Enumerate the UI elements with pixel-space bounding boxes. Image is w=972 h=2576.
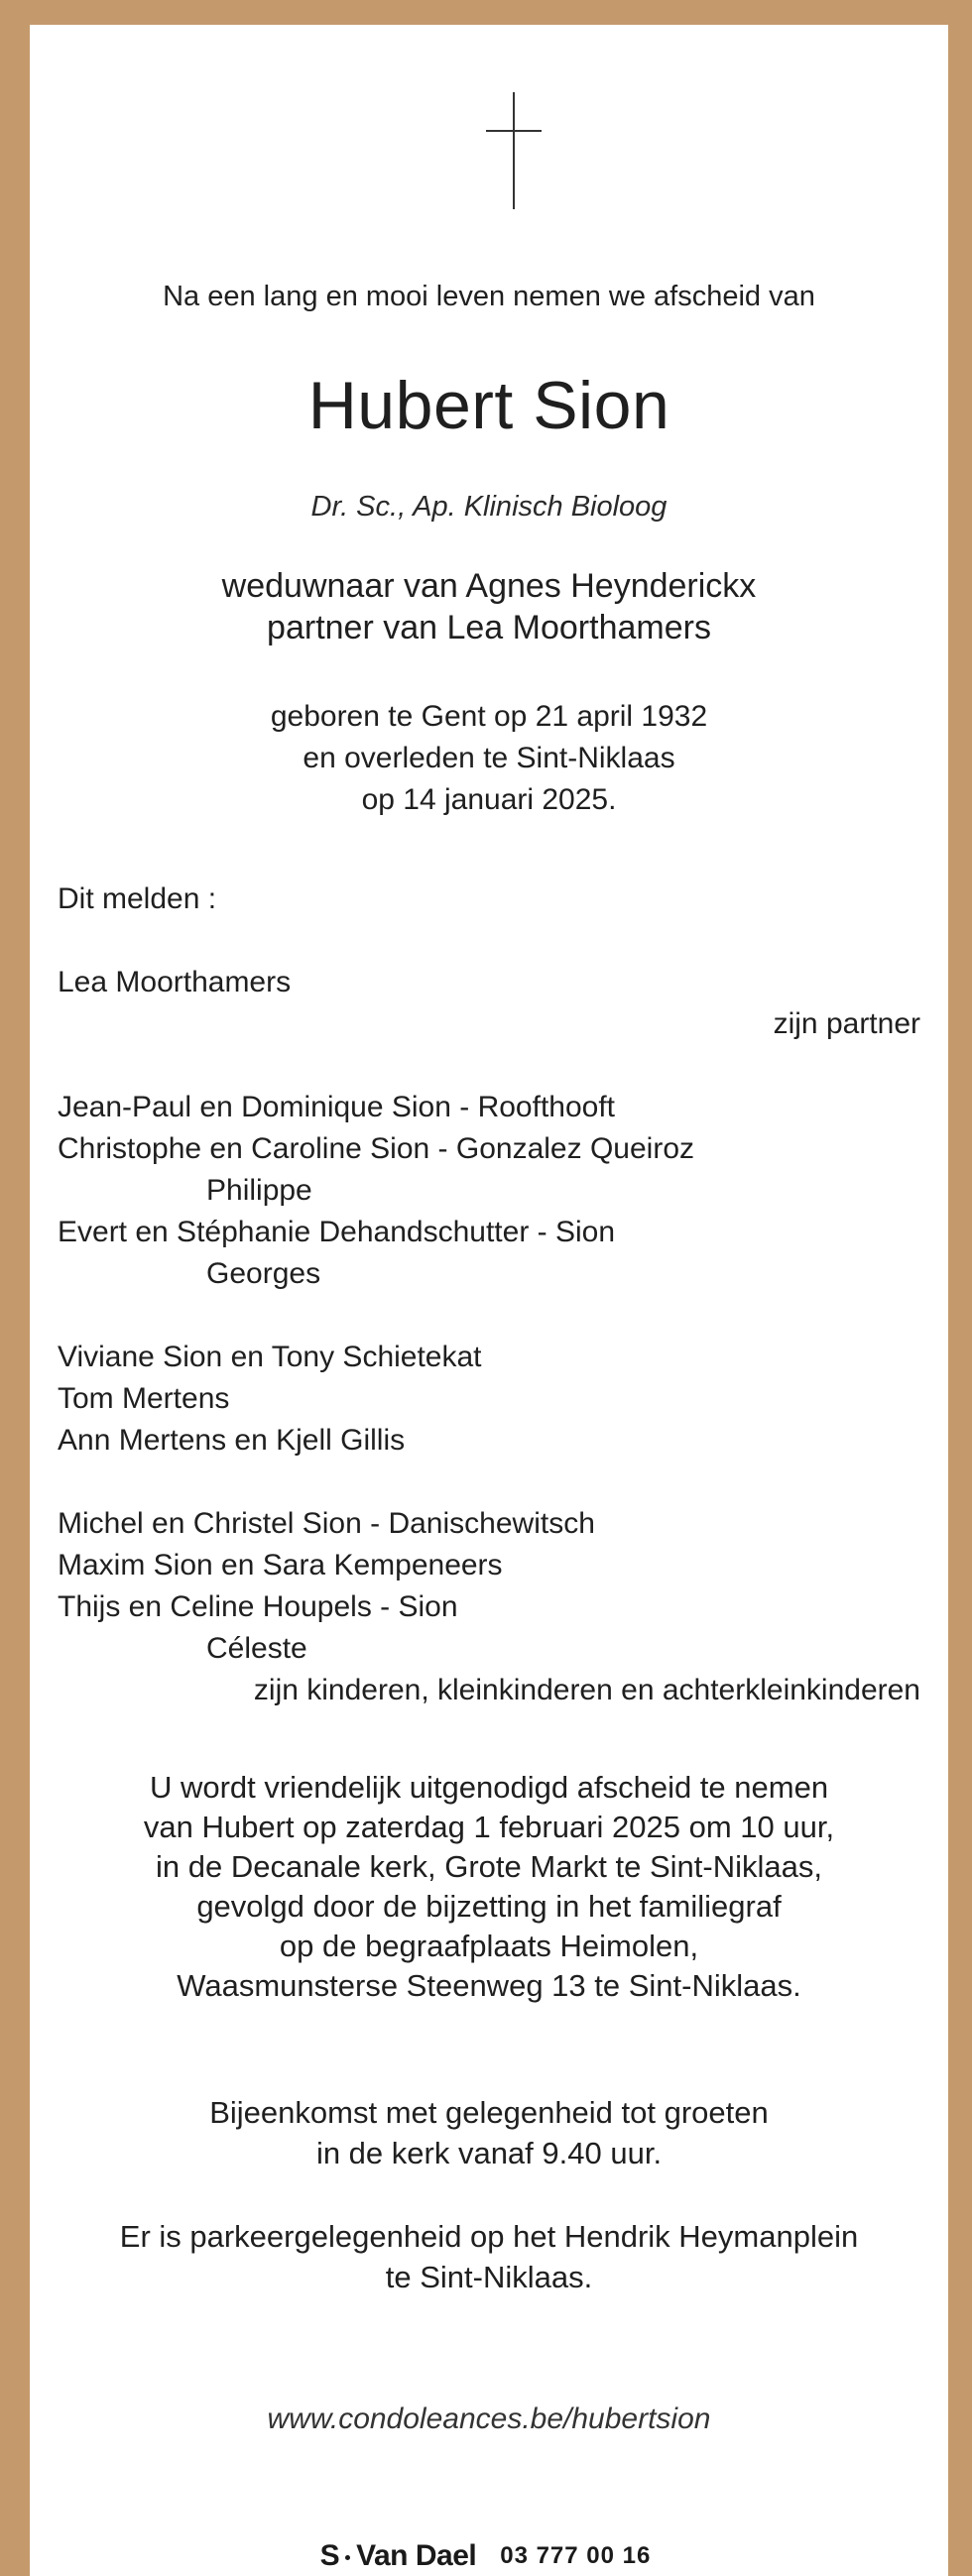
deceased-title: Dr. Sc., Ap. Klinisch Bioloog: [310, 491, 668, 523]
family-line: Georges: [206, 1257, 321, 1290]
family-line: Ann Mertens en Kjell Gillis: [58, 1424, 406, 1457]
invitation: [30, 1768, 948, 2006]
relation-line: weduwnaar van Agnes Heynderickx: [221, 567, 757, 605]
gathering-line: in de kerk vanaf 9.40 uur.: [315, 2136, 663, 2170]
logo-initial: S: [319, 2539, 340, 2572]
family-list: [58, 878, 920, 1711]
condolence-website-link[interactable]: www.condoleances.be/hubertsion: [267, 2402, 711, 2435]
birth-line: op 14 januari 2025.: [361, 783, 617, 816]
birth-line: en overleden te Sint-Niklaas: [303, 742, 675, 774]
birth-death-info: [30, 696, 948, 821]
family-description: zijn kinderen, kleinkinderen en achterkleinkinderen: [253, 1674, 920, 1706]
family-line: Philippe: [206, 1174, 312, 1207]
birth-line: geboren te Gent op 21 april 1932: [270, 700, 708, 733]
invitation-line: op de begraafplaats Heimolen,: [279, 1929, 699, 1963]
obituary-card: [30, 25, 948, 2576]
funeral-home-footer: [261, 2536, 710, 2576]
gathering-line: Bijeenkomst met gelegenheid tot groeten: [209, 2095, 769, 2130]
family-line: Jean-Paul en Dominique Sion - Roofthooft: [58, 1091, 616, 1123]
relation-line: partner van Lea Moorthamers: [267, 609, 711, 646]
funeral-home-logo: [320, 2539, 477, 2573]
partner-name: Lea Moorthamers: [58, 966, 292, 998]
parking-line: Er is parkeergelegenheid op het Hendrik Heymanplein: [119, 2219, 859, 2254]
family-line: Tom Mertens: [58, 1382, 230, 1415]
partner-role: zijn partner: [773, 1007, 920, 1040]
announce-label: Dit melden :: [58, 882, 217, 915]
parking-line: te Sint-Niklaas.: [385, 2260, 593, 2294]
cross-icon: [486, 92, 542, 209]
intro-text: Na een lang en mooi leven nemen we afscheid van: [163, 281, 815, 312]
invitation-line: in de Decanale kerk, Grote Markt te Sint-Niklaas,: [156, 1849, 822, 1884]
family-line: Evert en Stéphanie Dehandschutter - Sion: [58, 1216, 616, 1248]
family-line: Céleste: [206, 1632, 307, 1665]
deceased-name: Hubert Sion: [307, 368, 670, 443]
invitation-line: van Hubert op zaterdag 1 februari 2025 om 10 uur,: [143, 1810, 835, 1844]
funeral-home-phone: 03 777 00 16: [500, 2542, 652, 2569]
logo-dot-icon: [345, 2555, 350, 2560]
invitation-line: U wordt vriendelijk uitgenodigd afscheid te nemen: [149, 1770, 829, 1805]
logo-name: Van Dael: [356, 2539, 477, 2572]
family-line: Viviane Sion en Tony Schietekat: [58, 1341, 482, 1373]
family-line: Maxim Sion en Sara Kempeneers: [58, 1549, 503, 1581]
family-line: Michel en Christel Sion - Danischewitsch: [58, 1507, 595, 1540]
parking-info: [30, 2216, 948, 2297]
family-line: Thijs en Celine Houpels - Sion: [58, 1590, 458, 1623]
invitation-line: Waasmunsterse Steenweg 13 te Sint-Niklaas.: [177, 1968, 801, 2003]
family-line: Christophe en Caroline Sion - Gonzalez Queiroz: [58, 1132, 694, 1165]
gathering-info: [30, 2092, 948, 2173]
relations: [30, 565, 948, 648]
invitation-line: gevolgd door de bijzetting in het familiegraf: [196, 1889, 782, 1924]
